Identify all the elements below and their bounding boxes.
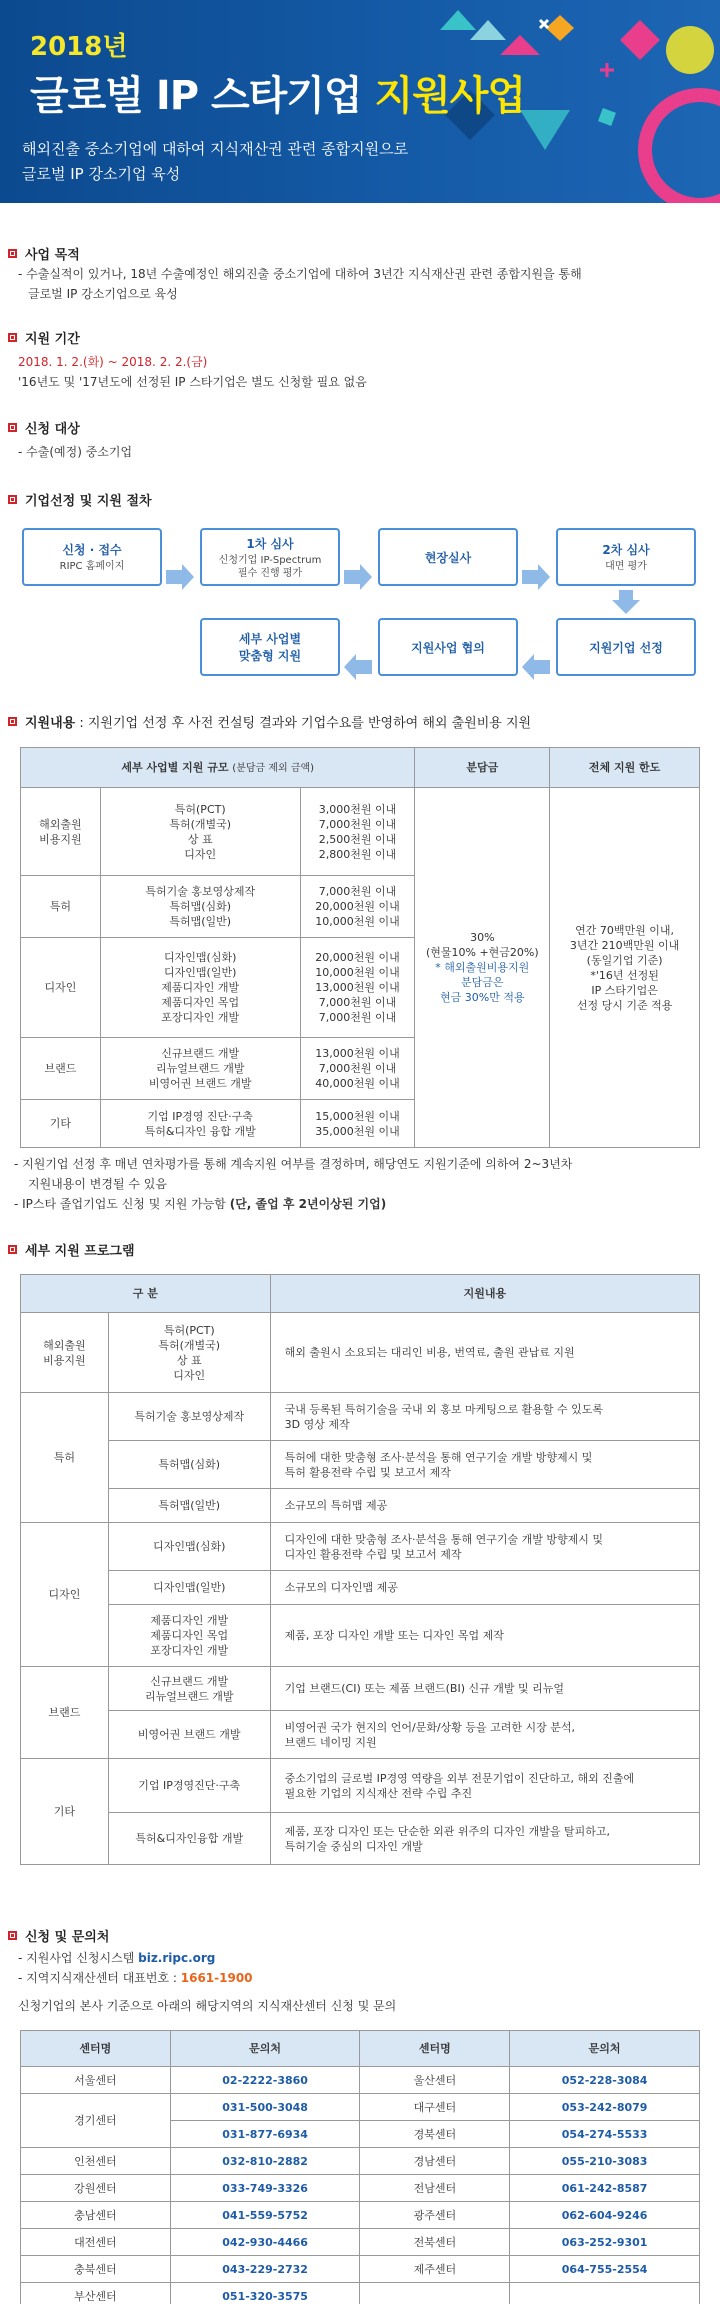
share-note: 분담금은 xyxy=(461,976,504,989)
flow-step-desc: RIPC 홈페이지 xyxy=(59,561,125,572)
target-line: - 수출(예정) 중소기업 xyxy=(18,445,133,459)
table-cell-amount: 15,000천원 이내 35,000천원 이내 xyxy=(300,1100,415,1148)
section-title: 지원내용 xyxy=(25,716,76,731)
purpose-line-1: - 수출실적이 있거나, 18년 수출예정인 해외진출 중소기업에 대하여 3년간 지식재산권 관련 종합지원을 통해 xyxy=(18,267,582,281)
flow-step-title: 세부 사업별 xyxy=(238,632,302,646)
center-name: 경남센터 xyxy=(360,2148,510,2175)
center-phone: 062-604-9246 xyxy=(510,2202,700,2229)
center-name: 부산센터 xyxy=(21,2283,171,2304)
center-name: 제주센터 xyxy=(360,2256,510,2283)
center-name: 대전센터 xyxy=(21,2229,171,2256)
arrow-right-icon xyxy=(344,564,372,590)
header-label: 세부 사업별 지원 규모 xyxy=(121,760,229,774)
title-part-a: 글로벌 IP 스타기업 xyxy=(30,73,375,119)
table-cell-item: 신규브랜드 개발 리뉴얼브랜드 개발 비영어권 브랜드 개발 xyxy=(100,1038,300,1100)
table-row xyxy=(21,2229,700,2256)
flow-step-title: 현장실사 xyxy=(424,550,472,565)
contact-line-1 xyxy=(18,1948,215,1968)
center-name: 대구센터 xyxy=(360,2094,510,2121)
center-name: 강원센터 xyxy=(21,2175,171,2202)
table-row xyxy=(21,2148,700,2175)
limit-text: 연간 70백만원 이내, xyxy=(575,923,675,937)
limit-text: *'16년 선정된 xyxy=(590,968,659,982)
section-target-heading xyxy=(8,418,80,437)
center-phone: 031-500-3048 xyxy=(170,2094,360,2121)
table-cell-desc: 제품, 포장 디자인 개발 또는 디자인 목업 제작 xyxy=(270,1605,699,1667)
section-title: 신청 및 문의처 xyxy=(25,1930,110,1945)
table-cell-item: 신규브랜드 개발 리뉴얼브랜드 개발 xyxy=(108,1667,270,1711)
contact-line-3: 신청기업의 본사 기준으로 아래의 해당지역의 지식재산센터 신청 및 문의 xyxy=(18,1999,397,2013)
table-cell-desc: 국내 등록된 특허기술을 국내 외 홍보 마케팅으로 활용할 수 있도록 3D 영상 제작 xyxy=(270,1393,699,1441)
center-phone: 061-242-8587 xyxy=(510,2175,700,2202)
bullet-square-icon xyxy=(8,423,17,432)
bullet-square-icon xyxy=(8,495,17,504)
center-phone: 051-320-3575 xyxy=(170,2283,360,2304)
support-note-2: 지원내용이 변경될 수 있음 xyxy=(28,1177,167,1191)
bullet-square-icon xyxy=(8,1245,17,1254)
table-cell-category: 해외출원 비용지원 xyxy=(21,788,101,876)
limit-text: IP 스타기업은 xyxy=(591,983,658,997)
table-cell-item: 제품디자인 개발 제품디자인 목업 포장디자인 개발 xyxy=(108,1605,270,1667)
center-name: 전남센터 xyxy=(360,2175,510,2202)
table-cell-category: 브랜드 xyxy=(21,1667,109,1759)
table-cell-share xyxy=(415,788,550,1148)
section-purpose-heading xyxy=(8,244,80,263)
note-text: - IP스타 졸업기업도 신청 및 지원 가능함 xyxy=(14,1197,230,1211)
section-title: 세부 지원 프로그램 xyxy=(25,1244,135,1259)
title-highlight: 지원사업 xyxy=(374,73,526,119)
arrow-down-icon xyxy=(612,590,640,614)
system-link[interactable]: biz.ripc.org xyxy=(138,1951,216,1965)
center-name: 경기센터 xyxy=(21,2094,171,2148)
table-cell-item: 기업 IP경영진단·구축 xyxy=(108,1759,270,1813)
support-note-1: - 지원기업 선정 후 매년 연차평가를 통해 계속지원 여부를 결정하며, 해당연도 지원기준에 의하여 2~3년차 xyxy=(14,1157,573,1171)
limit-text: (동일기업 기준) xyxy=(586,953,663,967)
center-phone: 042-930-4466 xyxy=(170,2229,360,2256)
section-programs-heading xyxy=(8,1240,135,1259)
center-phone: 032-810-2882 xyxy=(170,2148,360,2175)
table-cell-item: 특허&디자인융합 개발 xyxy=(108,1813,270,1865)
arrow-left-icon xyxy=(522,654,550,680)
flow-step-title: 지원기업 선정 xyxy=(589,640,663,655)
center-phone xyxy=(510,2283,700,2304)
table-row xyxy=(21,2094,700,2121)
section-title: 지원 기간 xyxy=(25,332,80,347)
table-cell-desc: 해외 출원시 소요되는 대리인 비용, 번역료, 출원 관납료 지원 xyxy=(270,1313,699,1393)
banner-year: 2018년 xyxy=(30,32,128,62)
flow-step-title: 신청 · 접수 xyxy=(62,543,122,557)
center-name: 전북센터 xyxy=(360,2229,510,2256)
section-contact-heading xyxy=(8,1926,109,1945)
table-cell-amount: 7,000천원 이내 20,000천원 이내 10,000천원 이내 xyxy=(300,876,415,938)
section-title: 기업선정 및 지원 절차 xyxy=(25,494,152,509)
center-name: 인천센터 xyxy=(21,2148,171,2175)
table-cell-item: 디자인맵(심화) 디자인맵(일반) 제품디자인 개발 제품디자인 목업 포장디자인 개발 xyxy=(100,938,300,1038)
center-phone: 055-210-3083 xyxy=(510,2148,700,2175)
limit-text: 선정 당시 기준 적용 xyxy=(576,998,673,1012)
flow-step-desc: 대면 평가 xyxy=(605,561,647,572)
table-cell-category: 해외출원 비용지원 xyxy=(21,1313,109,1393)
table-row xyxy=(21,2256,700,2283)
table-row xyxy=(21,2283,700,2304)
table-cell-category: 브랜드 xyxy=(21,1038,101,1100)
section-support-heading xyxy=(8,712,531,731)
table-cell-item: 디자인맵(일반) xyxy=(108,1571,270,1605)
center-phone: 041-559-5752 xyxy=(170,2202,360,2229)
support-scale-table xyxy=(20,747,700,1148)
bullet-square-icon xyxy=(8,333,17,342)
center-name: 서울센터 xyxy=(21,2067,171,2094)
center-name xyxy=(360,2283,510,2304)
center-name: 울산센터 xyxy=(360,2067,510,2094)
table-cell-item: 디자인맵(심화) xyxy=(108,1523,270,1571)
table-cell-item: 특허(PCT) 특허(개별국) 상 표 디자인 xyxy=(100,788,300,876)
table-cell-amount: 20,000천원 이내 10,000천원 이내 13,000천원 이내 7,000천원 이내 7,000천원 이내 xyxy=(300,938,415,1038)
flow-step-title: 1차 심사 xyxy=(246,536,294,551)
table-cell-amount: 3,000천원 이내 7,000천원 이내 2,500천원 이내 2,800천원 이내 xyxy=(300,788,415,876)
table-cell-limit xyxy=(550,788,700,1148)
table-cell-item: 특허맵(일반) xyxy=(108,1489,270,1523)
purpose-line-2: 글로벌 IP 강소기업으로 육성 xyxy=(28,287,178,301)
banner xyxy=(0,0,720,203)
table-cell-category: 기타 xyxy=(21,1100,101,1148)
table-cell-category: 특허 xyxy=(21,876,101,938)
period-dates: 2018. 1. 2.(화) ~ 2018. 2. 2.(금) xyxy=(18,355,208,369)
arrow-right-icon xyxy=(166,564,194,590)
center-phone: 033-749-3326 xyxy=(170,2175,360,2202)
table-cell-item: 특허(PCT) 특허(개별국) 상 표 디자인 xyxy=(108,1313,270,1393)
table-cell-desc: 디자인에 대한 맞춤형 조사·분석을 통해 연구기술 개발 방향제시 및 디자인 활용전략 수립 및 보고서 제작 xyxy=(270,1523,699,1571)
table-row xyxy=(21,2175,700,2202)
flow-arrows xyxy=(0,520,720,690)
contact-line-2 xyxy=(18,1968,253,1988)
center-table xyxy=(20,2030,700,2304)
banner-subtitle-2: 글로벌 IP 강소기업 육성 xyxy=(22,165,181,183)
table-header: 센터명 xyxy=(360,2031,510,2067)
share-text: 30% xyxy=(470,931,495,944)
table-cell-amount: 13,000천원 이내 7,000천원 이내 40,000천원 이내 xyxy=(300,1038,415,1100)
table-row xyxy=(21,2067,700,2094)
flow-step-title: 맞춤형 지원 xyxy=(238,649,302,663)
center-phone: 052-228-3084 xyxy=(510,2067,700,2094)
bullet-square-icon xyxy=(8,1931,17,1940)
main-phone: 1661-1900 xyxy=(180,1971,253,1985)
table-cell-category: 기타 xyxy=(21,1759,109,1865)
program-table xyxy=(20,1274,700,1865)
flow-step-desc: 신청기업 IP-Spectrum xyxy=(218,554,322,566)
support-note-3 xyxy=(14,1194,386,1214)
table-cell-desc: 기업 브랜드(CI) 또는 제품 브랜드(BI) 신규 개발 및 리뉴얼 xyxy=(270,1667,699,1711)
table-cell-category: 특허 xyxy=(21,1393,109,1523)
center-phone: 031-877-6934 xyxy=(170,2121,360,2148)
center-name: 충북센터 xyxy=(21,2256,171,2283)
table-cell-desc: 소규모의 디자인맵 제공 xyxy=(270,1571,699,1605)
center-phone: 063-252-9301 xyxy=(510,2229,700,2256)
share-text: (현물10% +현금20%) xyxy=(425,946,539,959)
share-note: * 해외출원비용지원 xyxy=(435,961,530,974)
table-cell-item: 특허맵(심화) xyxy=(108,1441,270,1489)
banner-subtitle-1: 해외진출 중소기업에 대하여 지식재산권 관련 종합지원으로 xyxy=(22,140,409,158)
section-process-heading xyxy=(8,490,152,509)
arrow-left-icon xyxy=(344,654,372,680)
table-cell-item: 기업 IP경영 진단·구축 특허&디자인 융합 개발 xyxy=(100,1100,300,1148)
table-header: 전체 지원 한도 xyxy=(550,748,700,788)
table-cell-item: 비영어권 브랜드 개발 xyxy=(108,1711,270,1759)
table-header: 지원내용 xyxy=(270,1275,699,1313)
table-cell-item: 특허기술 홍보영상제작 xyxy=(108,1393,270,1441)
period-note: '16년도 및 '17년도에 선정된 IP 스타기업은 별도 신청할 필요 없음 xyxy=(18,375,367,389)
section-title: 사업 목적 xyxy=(25,248,80,263)
table-cell-desc: 비영어권 국가 현지의 언어/문화/상황 등을 고려한 시장 분석, 브랜드 네이밍 지원 xyxy=(270,1711,699,1759)
table-cell-desc: 중소기업의 글로벌 IP경영 역량을 외부 전문기업이 진단하고, 해외 진출에 필요한 기업의 지식재산 전략 수립 추진 xyxy=(270,1759,699,1813)
table-header xyxy=(21,748,415,788)
section-desc: : 지원기업 선정 후 사전 컨설팅 결과와 기업수요를 반영하여 해외 출원비용 지원 xyxy=(75,716,532,731)
table-header: 분담금 xyxy=(415,748,550,788)
table-cell-item: 특허기술 홍보영상제작 특허맵(심화) 특허맵(일반) xyxy=(100,876,300,938)
table-cell-category: 디자인 xyxy=(21,1523,109,1667)
table-header: 센터명 xyxy=(21,2031,171,2067)
center-name: 광주센터 xyxy=(360,2202,510,2229)
arrow-right-icon xyxy=(522,564,550,590)
bullet-square-icon xyxy=(8,717,17,726)
table-cell-desc: 소규모의 특허맵 제공 xyxy=(270,1489,699,1523)
center-phone: 064-755-2554 xyxy=(510,2256,700,2283)
center-name: 충남센터 xyxy=(21,2202,171,2229)
flow-step-title: 2차 심사 xyxy=(602,543,650,557)
flow-step-desc: 필수 진행 평가 xyxy=(237,567,303,579)
contact-text: - 지원사업 신청시스템 xyxy=(18,1951,139,1965)
table-cell-desc: 특허에 대한 맞춤형 조사·분석을 통해 연구기술 개발 방향제시 및 특허 활용전략 수립 및 보고서 제작 xyxy=(270,1441,699,1489)
table-cell-category: 디자인 xyxy=(21,938,101,1038)
center-phone: 02-2222-3860 xyxy=(170,2067,360,2094)
limit-text: 3년간 210백만원 이내 xyxy=(569,938,680,952)
table-header: 구 분 xyxy=(21,1275,271,1313)
table-header: 문의처 xyxy=(510,2031,700,2067)
table-row xyxy=(21,2202,700,2229)
center-name: 경북센터 xyxy=(360,2121,510,2148)
banner-title xyxy=(30,64,525,121)
share-note: 현금 30%만 적용 xyxy=(440,991,525,1004)
table-cell-desc: 제품, 포장 디자인 또는 단순한 외관 위주의 디자인 개발을 탈피하고, 특허기술 중심의 디자인 개발 xyxy=(270,1813,699,1865)
section-title: 신청 대상 xyxy=(25,422,80,437)
contact-text: - 지역지식재산센터 대표번호 : xyxy=(18,1971,181,1985)
flow-step-title: 지원사업 협의 xyxy=(411,640,485,655)
bullet-square-icon xyxy=(8,249,17,258)
center-phone: 043-229-2732 xyxy=(170,2256,360,2283)
center-phone: 054-274-5533 xyxy=(510,2121,700,2148)
section-period-heading xyxy=(8,328,80,347)
header-note: (분담금 제외 금액) xyxy=(232,762,315,774)
center-phone: 053-242-8079 xyxy=(510,2094,700,2121)
table-header: 문의처 xyxy=(170,2031,360,2067)
note-emphasis: (단, 졸업 후 2년이상된 기업) xyxy=(229,1197,387,1211)
